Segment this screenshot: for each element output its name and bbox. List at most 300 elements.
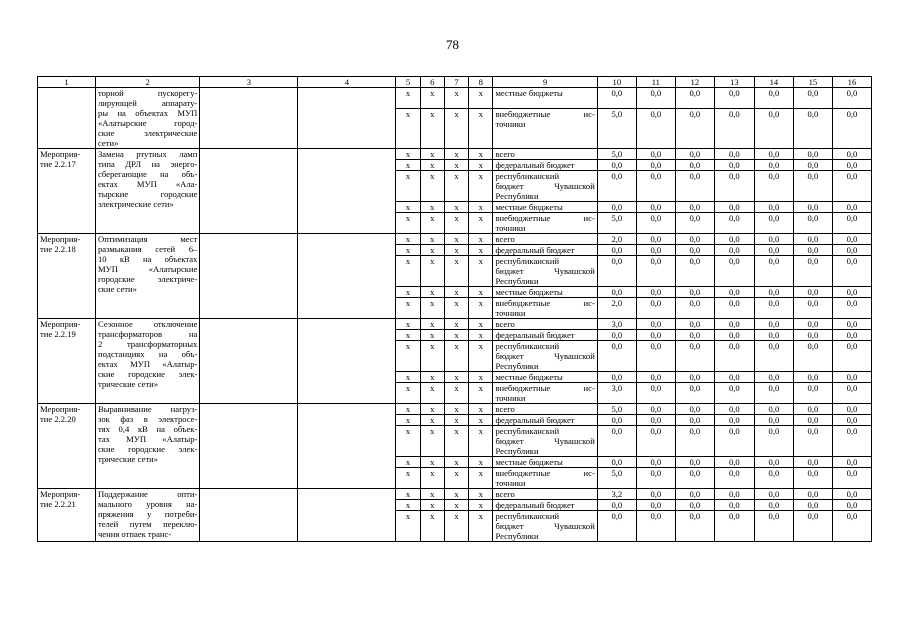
empty-cell — [200, 88, 298, 149]
value-year: 0,0 — [714, 457, 754, 468]
marker-cell: x — [469, 108, 493, 148]
value-year: 0,0 — [832, 234, 871, 245]
measure-description: Выравнивание нагруз- зок фаз в электросе- тях 0,4 кВ на объек- тах МУП «Алатыр- ские городские элек- трические сети» — [95, 404, 199, 489]
value-year: 0,0 — [714, 372, 754, 383]
value-year: 0,0 — [832, 468, 871, 489]
marker-cell: x — [420, 511, 444, 542]
value-year: 0,0 — [832, 457, 871, 468]
value-year: 0,0 — [675, 330, 714, 341]
marker-cell: x — [420, 213, 444, 234]
value-year: 0,0 — [714, 213, 754, 234]
value-total: 3,0 — [597, 319, 636, 330]
value-year: 0,0 — [714, 160, 754, 171]
column-number-12: 12 — [675, 77, 714, 88]
value-total: 5,0 — [597, 108, 636, 148]
value-year: 0,0 — [793, 330, 832, 341]
marker-cell: x — [396, 457, 420, 468]
empty-cell — [200, 149, 298, 234]
marker-cell: x — [469, 457, 493, 468]
value-total: 0,0 — [597, 160, 636, 171]
value-year: 0,0 — [714, 149, 754, 160]
value-total: 0,0 — [597, 500, 636, 511]
column-number-5: 5 — [396, 77, 420, 88]
measure-id: Мероприя- тие 2.2.19 — [38, 319, 96, 404]
marker-cell: x — [444, 108, 468, 148]
column-number-11: 11 — [636, 77, 675, 88]
value-year: 0,0 — [636, 287, 675, 298]
value-total: 0,0 — [597, 426, 636, 457]
marker-cell: x — [444, 426, 468, 457]
column-number-9: 9 — [493, 77, 597, 88]
marker-cell: x — [469, 160, 493, 171]
fund-source-total: всего — [493, 234, 597, 245]
value-year: 0,0 — [793, 511, 832, 542]
marker-cell: x — [396, 234, 420, 245]
value-year: 0,0 — [832, 213, 871, 234]
value-year: 0,0 — [793, 383, 832, 404]
marker-cell: x — [396, 160, 420, 171]
value-year: 0,0 — [832, 341, 871, 372]
marker-cell: x — [469, 256, 493, 287]
value-year: 0,0 — [636, 330, 675, 341]
marker-cell: x — [420, 426, 444, 457]
column-number-1: 1 — [38, 77, 96, 88]
column-number-7: 7 — [444, 77, 468, 88]
value-year: 0,0 — [636, 88, 675, 109]
value-year: 0,0 — [714, 298, 754, 319]
column-number-2: 2 — [95, 77, 199, 88]
value-year: 0,0 — [714, 245, 754, 256]
column-number-8: 8 — [469, 77, 493, 88]
value-year: 0,0 — [636, 415, 675, 426]
marker-cell: x — [396, 341, 420, 372]
value-year: 0,0 — [793, 457, 832, 468]
value-total: 0,0 — [597, 245, 636, 256]
measure-description: Оптимизация мест размыкания сетей 6– 10 кВ на объектах МУП «Алатырские городские электриче- ские сети» — [95, 234, 199, 319]
marker-cell: x — [469, 171, 493, 202]
value-total: 0,0 — [597, 511, 636, 542]
marker-cell: x — [420, 88, 444, 109]
value-year: 0,0 — [793, 171, 832, 202]
value-year: 0,0 — [636, 213, 675, 234]
value-year: 0,0 — [832, 202, 871, 213]
table-row — [38, 234, 872, 245]
table-row — [38, 88, 872, 109]
marker-cell: x — [420, 457, 444, 468]
value-total: 0,0 — [597, 171, 636, 202]
marker-cell: x — [469, 468, 493, 489]
value-year: 0,0 — [832, 149, 871, 160]
marker-cell: x — [469, 202, 493, 213]
value-year: 0,0 — [754, 468, 793, 489]
marker-cell: x — [420, 234, 444, 245]
marker-cell: x — [396, 298, 420, 319]
marker-cell: x — [420, 202, 444, 213]
value-total: 0,0 — [597, 330, 636, 341]
value-year: 0,0 — [636, 149, 675, 160]
marker-cell: x — [469, 319, 493, 330]
measure-description: торной пускорегу- лирующей аппарату- ры на объектах МУП «Алатырские город- ские электрические сети» — [95, 88, 199, 149]
marker-cell: x — [444, 287, 468, 298]
marker-cell: x — [420, 319, 444, 330]
empty-cell — [298, 234, 396, 319]
value-year: 0,0 — [675, 202, 714, 213]
value-year: 0,0 — [754, 489, 793, 500]
fund-source-republic: республиканский бюджет Чувашской Республики — [493, 341, 597, 372]
fund-source-republic: республиканский бюджет Чувашской Республики — [493, 511, 597, 542]
value-year: 0,0 — [754, 287, 793, 298]
fund-source-total: всего — [493, 404, 597, 415]
value-year: 0,0 — [832, 415, 871, 426]
marker-cell: x — [396, 511, 420, 542]
value-year: 0,0 — [636, 171, 675, 202]
marker-cell: x — [444, 160, 468, 171]
empty-cell — [200, 234, 298, 319]
value-year: 0,0 — [714, 511, 754, 542]
column-number-13: 13 — [714, 77, 754, 88]
value-year: 0,0 — [793, 160, 832, 171]
value-year: 0,0 — [754, 372, 793, 383]
marker-cell: x — [444, 372, 468, 383]
marker-cell: x — [396, 489, 420, 500]
fund-source-local: местные бюджеты — [493, 372, 597, 383]
value-year: 0,0 — [714, 287, 754, 298]
fund-source-total: всего — [493, 489, 597, 500]
marker-cell: x — [396, 171, 420, 202]
value-year: 0,0 — [754, 383, 793, 404]
marker-cell: x — [420, 287, 444, 298]
marker-cell: x — [444, 489, 468, 500]
empty-cell — [298, 489, 396, 542]
column-number-6: 6 — [420, 77, 444, 88]
value-year: 0,0 — [793, 468, 832, 489]
value-year: 0,0 — [793, 149, 832, 160]
marker-cell: x — [469, 88, 493, 109]
value-total: 2,0 — [597, 298, 636, 319]
marker-cell: x — [469, 287, 493, 298]
value-year: 0,0 — [636, 404, 675, 415]
measure-id: Мероприя- тие 2.2.21 — [38, 489, 96, 542]
value-year: 0,0 — [754, 108, 793, 148]
marker-cell: x — [396, 415, 420, 426]
marker-cell: x — [444, 383, 468, 404]
marker-cell: x — [420, 171, 444, 202]
marker-cell: x — [469, 511, 493, 542]
value-year: 0,0 — [636, 202, 675, 213]
fund-source-federal: федеральный бюджет — [493, 500, 597, 511]
value-year: 0,0 — [832, 489, 871, 500]
value-year: 0,0 — [636, 383, 675, 404]
page-number: 78 — [446, 37, 459, 52]
value-total: 0,0 — [597, 415, 636, 426]
value-year: 0,0 — [636, 298, 675, 319]
value-year: 0,0 — [793, 234, 832, 245]
value-total: 0,0 — [597, 341, 636, 372]
value-year: 0,0 — [793, 298, 832, 319]
marker-cell: x — [444, 468, 468, 489]
value-year: 0,0 — [636, 511, 675, 542]
table-row — [38, 319, 872, 330]
fund-source-federal: федеральный бюджет — [493, 160, 597, 171]
marker-cell: x — [444, 88, 468, 109]
value-year: 0,0 — [675, 489, 714, 500]
marker-cell: x — [444, 404, 468, 415]
marker-cell: x — [469, 372, 493, 383]
value-year: 0,0 — [793, 426, 832, 457]
marker-cell: x — [420, 160, 444, 171]
value-year: 0,0 — [675, 149, 714, 160]
value-year: 0,0 — [675, 372, 714, 383]
fund-source-extra: внебюджетные ис- точники — [493, 108, 597, 148]
value-year: 0,0 — [714, 330, 754, 341]
value-year: 0,0 — [793, 500, 832, 511]
value-total: 5,0 — [597, 468, 636, 489]
value-total: 5,0 — [597, 149, 636, 160]
fund-source-extra: внебюджетные ис- точники — [493, 468, 597, 489]
table-row — [38, 149, 872, 160]
value-year: 0,0 — [714, 88, 754, 109]
marker-cell: x — [396, 245, 420, 256]
value-year: 0,0 — [793, 108, 832, 148]
value-year: 0,0 — [793, 372, 832, 383]
value-year: 0,0 — [754, 341, 793, 372]
value-total: 0,0 — [597, 287, 636, 298]
fund-source-federal: федеральный бюджет — [493, 330, 597, 341]
marker-cell: x — [420, 500, 444, 511]
marker-cell: x — [420, 404, 444, 415]
value-year: 0,0 — [754, 511, 793, 542]
value-year: 0,0 — [714, 426, 754, 457]
value-year: 0,0 — [754, 88, 793, 109]
value-year: 0,0 — [832, 319, 871, 330]
marker-cell: x — [420, 108, 444, 148]
column-number-15: 15 — [793, 77, 832, 88]
value-year: 0,0 — [675, 457, 714, 468]
fund-source-total: всего — [493, 149, 597, 160]
value-year: 0,0 — [636, 500, 675, 511]
value-year: 0,0 — [636, 245, 675, 256]
marker-cell: x — [396, 213, 420, 234]
value-year: 0,0 — [636, 341, 675, 372]
empty-cell — [200, 404, 298, 489]
fund-source-federal: федеральный бюджет — [493, 415, 597, 426]
value-total: 3,2 — [597, 489, 636, 500]
value-year: 0,0 — [793, 404, 832, 415]
value-year: 0,0 — [754, 426, 793, 457]
marker-cell: x — [469, 404, 493, 415]
value-year: 0,0 — [832, 256, 871, 287]
marker-cell: x — [396, 500, 420, 511]
marker-cell: x — [396, 330, 420, 341]
value-year: 0,0 — [793, 88, 832, 109]
value-year: 0,0 — [675, 287, 714, 298]
marker-cell: x — [420, 383, 444, 404]
value-year: 0,0 — [832, 108, 871, 148]
value-year: 0,0 — [675, 500, 714, 511]
value-year: 0,0 — [832, 245, 871, 256]
value-year: 0,0 — [754, 245, 793, 256]
value-year: 0,0 — [754, 319, 793, 330]
marker-cell: x — [420, 415, 444, 426]
value-year: 0,0 — [793, 415, 832, 426]
table-row — [38, 489, 872, 500]
marker-cell: x — [444, 341, 468, 372]
value-year: 0,0 — [675, 160, 714, 171]
marker-cell: x — [469, 341, 493, 372]
value-year: 0,0 — [793, 489, 832, 500]
value-total: 0,0 — [597, 256, 636, 287]
marker-cell: x — [396, 372, 420, 383]
value-year: 0,0 — [832, 171, 871, 202]
value-year: 0,0 — [636, 256, 675, 287]
value-year: 0,0 — [793, 256, 832, 287]
value-year: 0,0 — [832, 372, 871, 383]
value-year: 0,0 — [636, 489, 675, 500]
marker-cell: x — [444, 213, 468, 234]
table-row — [38, 404, 872, 415]
value-year: 0,0 — [675, 319, 714, 330]
value-year: 0,0 — [675, 468, 714, 489]
value-year: 0,0 — [675, 213, 714, 234]
fund-source-local: местные бюджеты — [493, 202, 597, 213]
value-year: 0,0 — [675, 298, 714, 319]
marker-cell: x — [469, 415, 493, 426]
column-number-4: 4 — [298, 77, 396, 88]
marker-cell: x — [469, 500, 493, 511]
value-total: 0,0 — [597, 202, 636, 213]
value-year: 0,0 — [714, 415, 754, 426]
measure-id: Мероприя- тие 2.2.20 — [38, 404, 96, 489]
empty-cell — [298, 88, 396, 149]
value-total: 0,0 — [597, 88, 636, 109]
fund-source-local: местные бюджеты — [493, 457, 597, 468]
marker-cell: x — [420, 256, 444, 287]
value-year: 0,0 — [832, 426, 871, 457]
value-year: 0,0 — [636, 468, 675, 489]
marker-cell: x — [469, 426, 493, 457]
measure-id: Мероприя- тие 2.2.18 — [38, 234, 96, 319]
fund-source-local: местные бюджеты — [493, 287, 597, 298]
fund-source-extra: внебюджетные ис- точники — [493, 213, 597, 234]
marker-cell: x — [420, 149, 444, 160]
value-year: 0,0 — [832, 404, 871, 415]
fund-source-total: всего — [493, 319, 597, 330]
value-year: 0,0 — [793, 202, 832, 213]
marker-cell: x — [444, 234, 468, 245]
value-year: 0,0 — [636, 108, 675, 148]
value-year: 0,0 — [793, 245, 832, 256]
marker-cell: x — [396, 202, 420, 213]
value-year: 0,0 — [832, 287, 871, 298]
value-total: 5,0 — [597, 213, 636, 234]
marker-cell: x — [420, 245, 444, 256]
fund-source-republic: республиканский бюджет Чувашской Республики — [493, 256, 597, 287]
marker-cell: x — [469, 245, 493, 256]
value-year: 0,0 — [675, 234, 714, 245]
empty-cell — [298, 149, 396, 234]
value-year: 0,0 — [754, 330, 793, 341]
column-number-14: 14 — [754, 77, 793, 88]
value-year: 0,0 — [675, 426, 714, 457]
value-year: 0,0 — [636, 319, 675, 330]
value-year: 0,0 — [754, 213, 793, 234]
marker-cell: x — [444, 245, 468, 256]
marker-cell: x — [444, 511, 468, 542]
value-year: 0,0 — [714, 489, 754, 500]
measure-id: Мероприя- тие 2.2.17 — [38, 149, 96, 234]
fund-source-local: местные бюджеты — [493, 88, 597, 109]
empty-cell — [298, 404, 396, 489]
value-year: 0,0 — [714, 341, 754, 372]
value-year: 0,0 — [675, 415, 714, 426]
value-year: 0,0 — [675, 383, 714, 404]
marker-cell: x — [396, 319, 420, 330]
value-year: 0,0 — [793, 287, 832, 298]
marker-cell: x — [444, 202, 468, 213]
marker-cell: x — [396, 468, 420, 489]
marker-cell: x — [396, 287, 420, 298]
value-year: 0,0 — [754, 500, 793, 511]
value-year: 0,0 — [832, 298, 871, 319]
value-year: 0,0 — [754, 298, 793, 319]
column-numbers-row — [38, 77, 872, 88]
value-year: 0,0 — [675, 511, 714, 542]
fund-source-extra: внебюджетные ис- точники — [493, 298, 597, 319]
measure-description: Поддержание опти- мального уровня на- пряжения у потреби- телей путем переклю- чения отпаек транс- — [95, 489, 199, 542]
value-year: 0,0 — [754, 171, 793, 202]
value-year: 0,0 — [832, 330, 871, 341]
value-total: 0,0 — [597, 457, 636, 468]
column-number-16: 16 — [832, 77, 871, 88]
value-year: 0,0 — [754, 256, 793, 287]
value-year: 0,0 — [714, 319, 754, 330]
marker-cell: x — [396, 426, 420, 457]
value-year: 0,0 — [754, 160, 793, 171]
marker-cell: x — [396, 108, 420, 148]
marker-cell: x — [396, 404, 420, 415]
value-year: 0,0 — [636, 457, 675, 468]
value-year: 0,0 — [714, 171, 754, 202]
value-year: 0,0 — [754, 234, 793, 245]
value-year: 0,0 — [714, 256, 754, 287]
value-year: 0,0 — [832, 511, 871, 542]
empty-cell — [200, 319, 298, 404]
value-year: 0,0 — [832, 160, 871, 171]
marker-cell: x — [469, 298, 493, 319]
value-year: 0,0 — [636, 426, 675, 457]
column-number-3: 3 — [200, 77, 298, 88]
empty-cell — [200, 489, 298, 542]
marker-cell: x — [420, 341, 444, 372]
fund-source-republic: республиканский бюджет Чувашской Республики — [493, 171, 597, 202]
marker-cell: x — [444, 319, 468, 330]
fund-source-republic: республиканский бюджет Чувашской Республики — [493, 426, 597, 457]
value-total: 2,0 — [597, 234, 636, 245]
value-year: 0,0 — [793, 319, 832, 330]
marker-cell: x — [396, 383, 420, 404]
marker-cell: x — [444, 457, 468, 468]
marker-cell: x — [420, 468, 444, 489]
value-year: 0,0 — [636, 234, 675, 245]
column-number-10: 10 — [597, 77, 636, 88]
value-year: 0,0 — [675, 108, 714, 148]
marker-cell: x — [444, 500, 468, 511]
measure-description: Замена ртутных ламп типа ДРЛ на энерго- сберегающие на объ- ектах МУП «Ала- тырские городские электрические сети» — [95, 149, 199, 234]
value-year: 0,0 — [675, 245, 714, 256]
value-year: 0,0 — [714, 234, 754, 245]
value-year: 0,0 — [675, 341, 714, 372]
marker-cell: x — [420, 372, 444, 383]
